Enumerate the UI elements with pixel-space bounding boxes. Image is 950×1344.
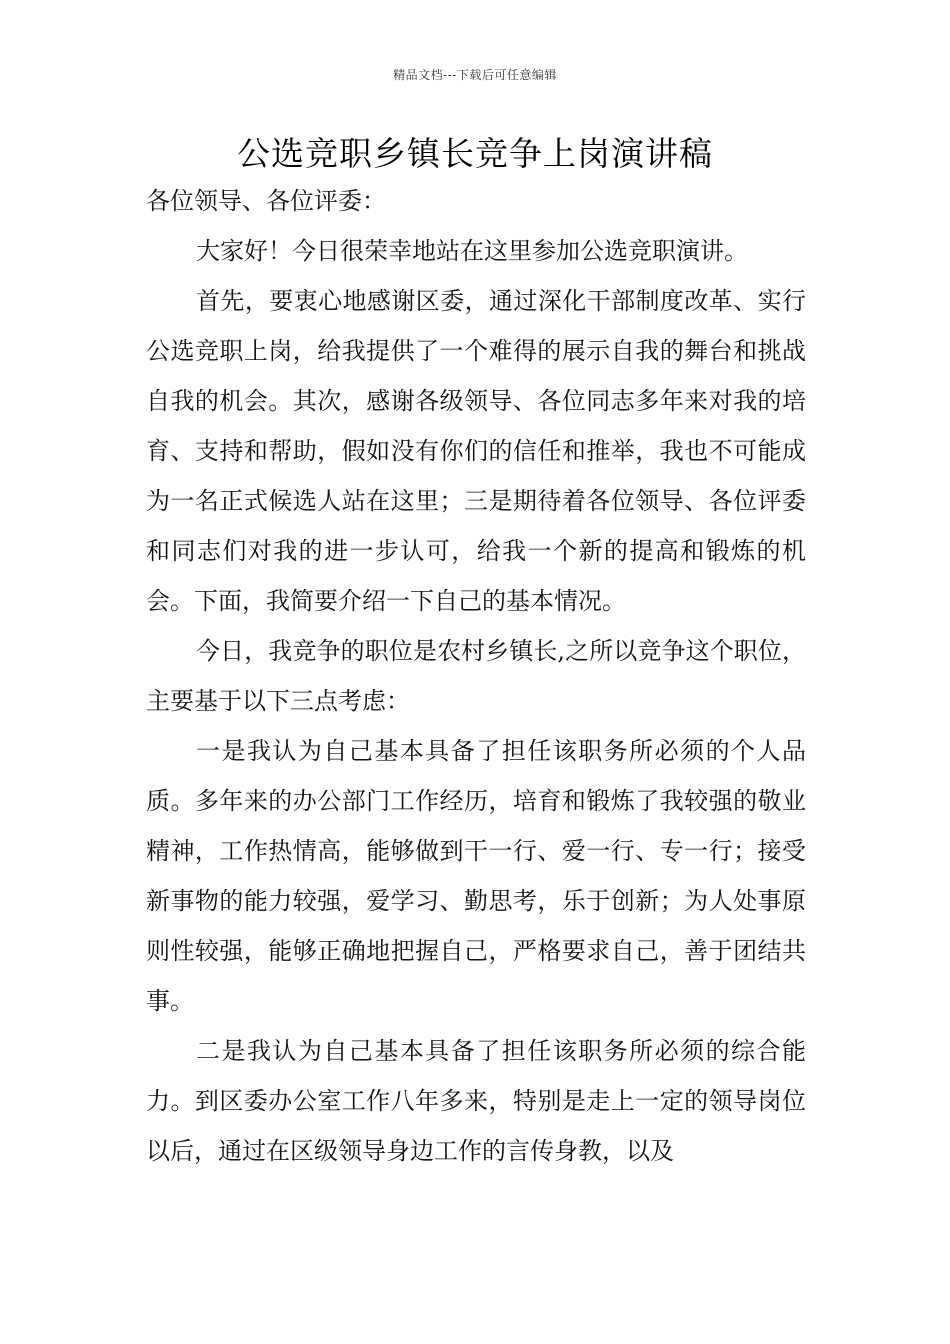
salutation: 各位领导、各位评委： <box>146 187 386 215</box>
page-header: 精品文档---下载后可任意编辑 <box>393 68 557 82</box>
document-body <box>146 176 806 1176</box>
document-title: 公选竞职乡镇长竞争上岗演讲稿 <box>237 134 713 173</box>
paragraph-thanks: 首先，要衷心地感谢区委，通过深化干部制度改革、实行公选竞职上岗，给我提供了一个难得的展示自我的舞台和挑战自我的机会。其次，感谢各级领导、各位同志多年来对我的培育、支持和帮助，假如没有你们的信任和推举，我也不可能成为一名正式候选人站在这里；三是期待着各位领导、各位评委和同志们对我的进一步认可，给我一个新的提高和锻炼的机会。下面，我简要介绍一下自己的基本情况。 <box>146 287 806 615</box>
paragraph-position: 今日，我竞争的职位是农村乡镇长,之所以竞争这个职位，主要基于以下三点考虑： <box>146 637 806 715</box>
paragraph-greeting: 大家好！今日很荣幸地站在这里参加公选竞职演讲。 <box>196 237 748 265</box>
paragraph-point-one: 一是我认为自己基本具备了担任该职务所必须的个人品质。多年来的办公部门工作经历，培育和锻炼了我较强的敬业精神，工作热情高，能够做到干一行、爱一行、专一行；接受新事物的能力较强，爱学习、勤思考，乐于创新；为人处事原则性较强，能够正确地把握自己，严格要求自己，善于团结共事。 <box>146 737 806 1015</box>
paragraph-point-two: 二是我认为自己基本具备了担任该职务所必须的综合能力。到区委办公室工作八年多来，特别是走上一定的领导岗位以后，通过在区级领导身边工作的言传身教，以及 <box>146 1037 806 1165</box>
